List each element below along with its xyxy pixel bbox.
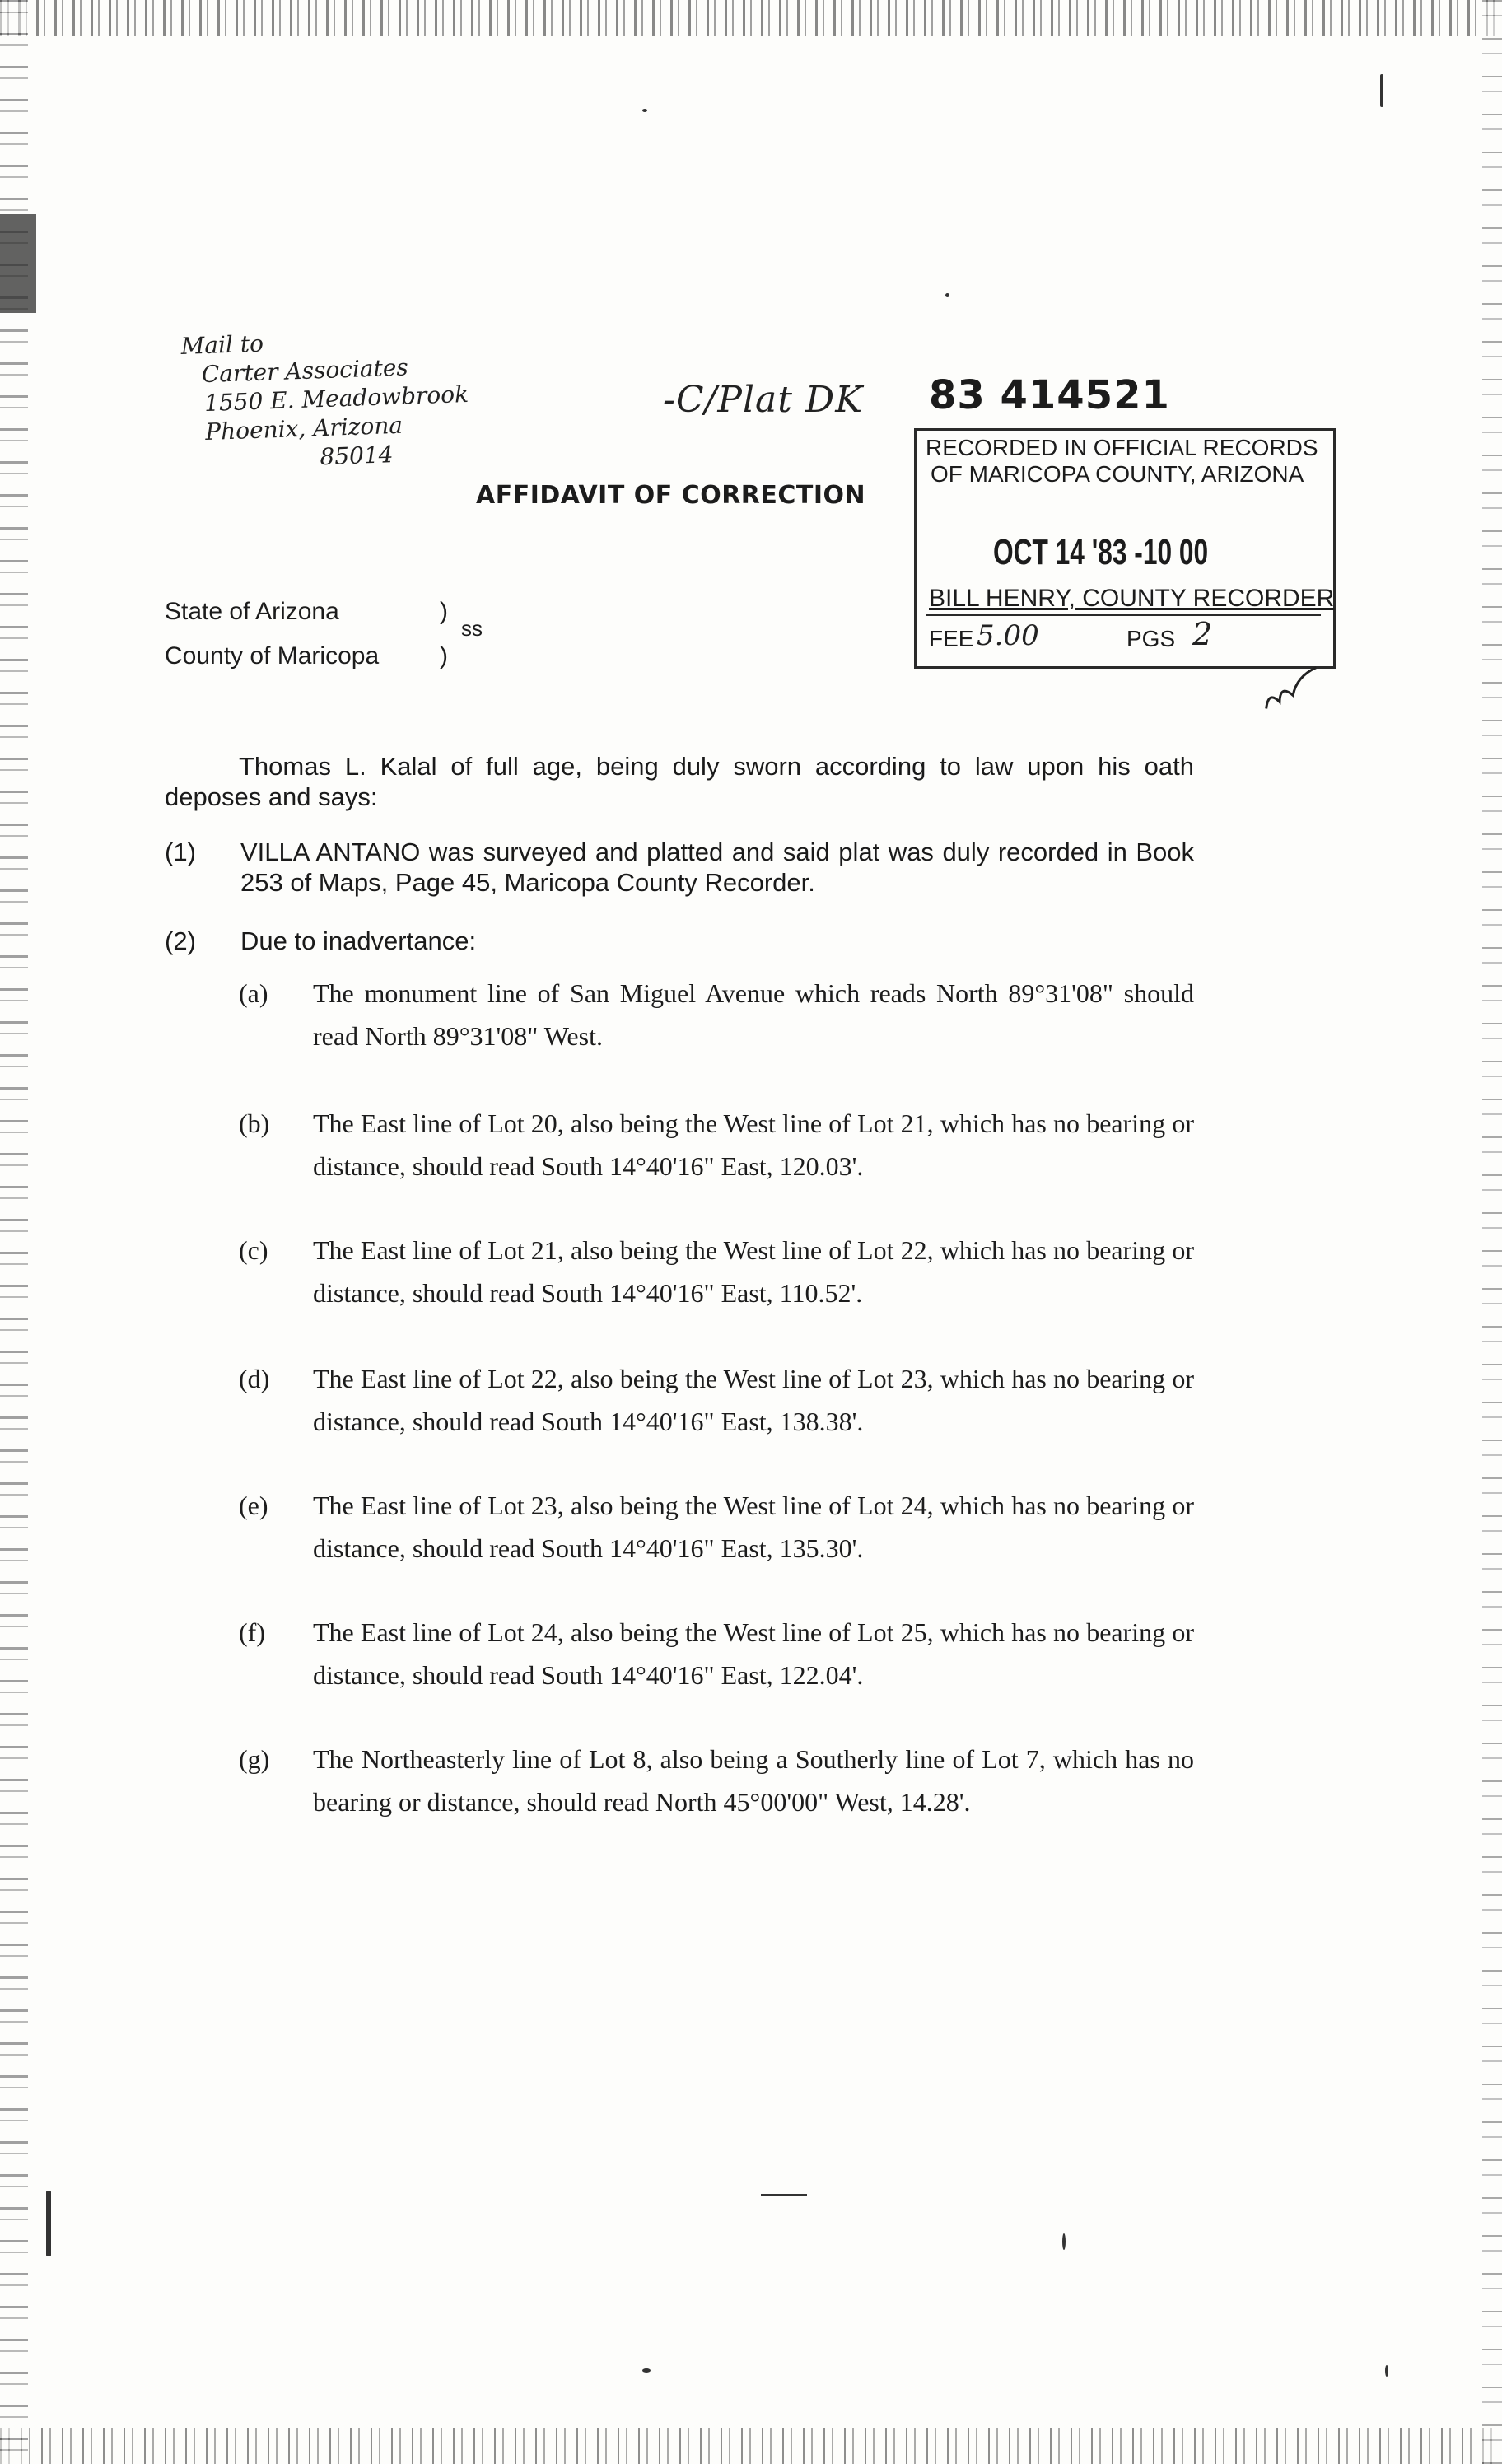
scan-speck	[642, 2368, 651, 2373]
stamp-divider	[926, 614, 1321, 616]
scan-speck	[1385, 2365, 1388, 2377]
paragraph-text: Due to inadvertance:	[240, 926, 477, 955]
correction-text: The East line of Lot 23, also being the West line of Lot 24, which has no bearing or distance, should read South 14°40'16" East, 135.30'.	[313, 1491, 1194, 1563]
paragraph-text: VILLA ANTANO was surveyed and platted and said plat was duly recorded in Book 253 of Maps, Page 45, Maricopa County Recorder.	[240, 838, 1194, 897]
correction-text: The East line of Lot 22, also being the West line of Lot 23, which has no bearing or distance, should read South 14°40'16" East, 138.38'.	[313, 1364, 1194, 1436]
correction-label: (g)	[239, 1744, 270, 1774]
stamp-line-1: RECORDED IN OFFICIAL RECORDS	[926, 435, 1318, 460]
stamp-pages-value: 2	[1192, 616, 1213, 652]
venue-ss: ss	[461, 616, 483, 641]
correction-text: The East line of Lot 20, also being the West line of Lot 21, which has no bearing or distance, should read South 14°40'16" East, 120.03'.	[313, 1108, 1194, 1181]
correction-label: (b)	[239, 1108, 270, 1138]
paragraph-number: (1)	[165, 838, 196, 866]
scan-edge-bottom	[0, 2428, 1502, 2464]
correction-label: (c)	[239, 1235, 268, 1265]
correction-label: (d)	[239, 1364, 270, 1393]
venue-bracket: )	[440, 598, 448, 625]
paragraph-number: (2)	[165, 926, 196, 955]
correction-text: The monument line of San Miguel Avenue which reads North 89°31'08" should read North 89°31'08" West.	[313, 978, 1194, 1051]
affiant-statement: Thomas L. Kalal of full age, being duly sworn according to law upon his oath deposes and says:	[165, 752, 1194, 811]
correction-label: (f)	[239, 1617, 265, 1647]
plat-book-note: -C/Plat DK	[663, 379, 864, 421]
handwritten-initial-mark	[1257, 664, 1330, 717]
mail-to-line: Mail to	[180, 329, 264, 361]
stamp-pages-label: PGS	[1126, 626, 1176, 651]
stamp-line-2: OF MARICOPA COUNTY, ARIZONA	[931, 461, 1304, 487]
scan-edge-top	[0, 0, 1502, 36]
scan-dark-patch	[0, 214, 36, 313]
venue-bracket: )	[440, 642, 448, 670]
mail-to-note	[172, 320, 523, 477]
scan-speck	[46, 2191, 51, 2256]
scan-speck	[761, 2194, 807, 2196]
mail-to-line: 85014	[319, 441, 394, 471]
document-number: 83 414521	[929, 372, 1170, 418]
correction-label: (e)	[239, 1491, 268, 1520]
scan-speck	[1062, 2233, 1066, 2250]
correction-text: The East line of Lot 21, also being the West line of Lot 22, which has no bearing or distance, should read South 14°40'16" East, 110.52'.	[313, 1235, 1194, 1308]
venue-county: County of Maricopa	[165, 642, 380, 670]
correction-text: The Northeasterly line of Lot 8, also being a Southerly line of Lot 7, which has no bearing or distance, should read North 45°00'00" West, 14.28'.	[313, 1744, 1194, 1817]
mail-to-line: 1550 E. Meadowbrook	[203, 380, 469, 418]
scan-edge-left	[0, 0, 28, 2464]
mail-to-line: Phoenix, Arizona	[204, 411, 403, 446]
stamp-datetime: OCT 14 '83 -10 00	[993, 532, 1209, 572]
correction-text: The East line of Lot 24, also being the West line of Lot 25, which has no bearing or distance, should read South 14°40'16" East, 122.04'.	[313, 1617, 1194, 1690]
scan-speck	[642, 109, 647, 112]
venue-state: State of Arizona	[165, 598, 339, 625]
mail-to-line: Carter Associates	[201, 353, 409, 389]
scan-edge-right	[1482, 0, 1502, 2464]
scan-speck	[945, 293, 949, 297]
scan-speck	[1380, 74, 1383, 107]
stamp-recorder: BILL HENRY, COUNTY RECORDER	[929, 585, 1335, 612]
document-title: AFFIDAVIT OF CORRECTION	[476, 481, 866, 510]
correction-label: (a)	[239, 978, 268, 1008]
stamp-fee-label: FEE	[929, 626, 974, 651]
stamp-fee-value: 5.00	[977, 619, 1039, 652]
